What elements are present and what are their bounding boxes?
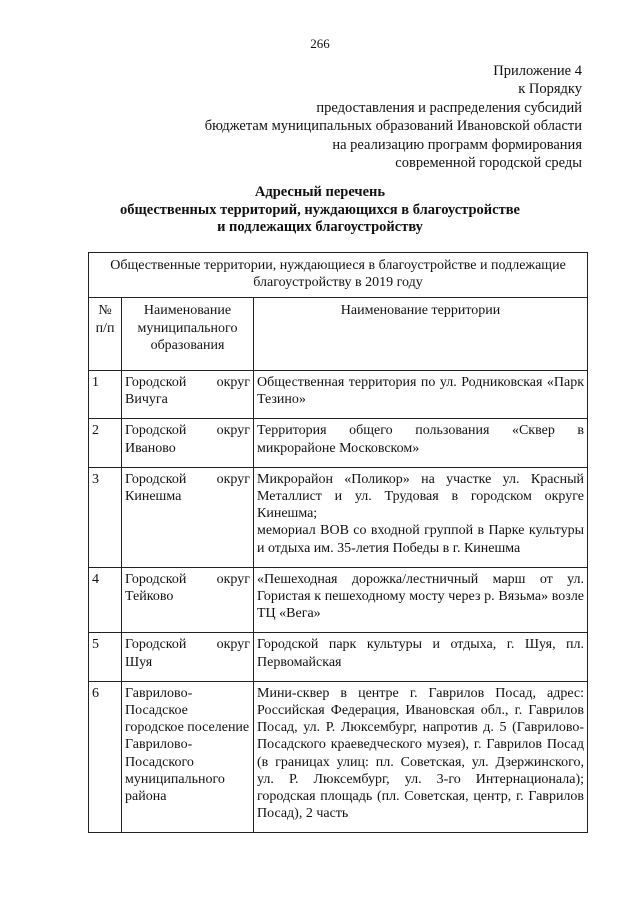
table-header-row xyxy=(89,298,588,371)
row-municipality: Городской округ Иваново xyxy=(122,419,254,467)
territory-text: Территория общего пользования «Сквер в микрорайоне Московском» xyxy=(257,423,585,456)
header-num: № п/п xyxy=(89,298,122,371)
row-num: 3 xyxy=(89,467,122,567)
row-num: 2 xyxy=(89,419,122,467)
table-row xyxy=(89,371,588,419)
row-municipality: Городской округ Вичуга xyxy=(122,371,254,419)
document-title xyxy=(0,184,640,237)
title-line: Адресный перечень xyxy=(254,184,386,200)
territory-table xyxy=(88,252,588,833)
territory-text: мемориал ВОВ со входной группой в Парке культуры и отдыха им. 35-летия Победы в г. Кинешма xyxy=(257,523,585,556)
territory-text: Общественная территория по ул. Родниковская «Парк Тезино» xyxy=(257,375,585,408)
table-caption-row xyxy=(89,253,588,298)
appendix-line: современной городской среды xyxy=(395,155,582,172)
row-num: 4 xyxy=(89,567,122,633)
table-row xyxy=(89,419,588,467)
row-territory xyxy=(254,633,588,681)
page-number: 266 xyxy=(310,36,330,51)
appendix-header xyxy=(205,62,582,172)
row-municipality: Городской округ Кинешма xyxy=(122,467,254,567)
header-municipality: Наименование муниципального образования xyxy=(122,298,254,371)
territory-text: «Пешеходная дорожка/лестничный марш от ул. Гористая к пешеходному мосту через р. Вязьма» возле ТЦ «Вега» xyxy=(257,571,585,622)
appendix-line: на реализацию программ формирования xyxy=(332,136,582,153)
territory-text: Городской парк культуры и отдыха, г. Шуя, пл. Первомайская xyxy=(257,637,585,670)
row-num: 6 xyxy=(89,681,122,833)
appendix-line: предоставления и распределения субсидий xyxy=(316,99,582,116)
row-territory xyxy=(254,419,588,467)
appendix-line: бюджетам муниципальных образований Ивановской области xyxy=(204,118,582,135)
table-row xyxy=(89,681,588,833)
title-line: общественных территорий, нуждающихся в благоустройстве xyxy=(120,201,520,218)
table-row xyxy=(89,567,588,633)
row-territory xyxy=(254,371,588,419)
row-municipality: Городской округ Тейково xyxy=(122,567,254,633)
header-territory: Наименование территории xyxy=(254,298,588,371)
row-territory xyxy=(254,467,588,567)
row-num: 1 xyxy=(89,371,122,419)
row-municipality: Городской округ Шуя xyxy=(122,633,254,681)
territory-text: Мини-сквер в центре г. Гаврилов Посад, адрес: Российская Федерация, Ивановская обл., г. Гаврилов Посад, ул. Р. Люксембург, напротив д. 5 (Гаврилово-Посадского краеведческого музея), г. Гаврилов Посад (в границах улиц: пл. Советская, ул. Дзержинского, ул. Р. Люксембург, ул. 3-го Интернационала); городская площадь (пл. Советская, центр, г. Гаврилов Посад), 2 часть xyxy=(257,685,585,822)
appendix-line: к Порядку xyxy=(518,81,582,98)
appendix-line: Приложение 4 xyxy=(493,63,582,79)
table-row xyxy=(89,633,588,681)
row-territory xyxy=(254,567,588,633)
row-territory xyxy=(254,681,588,833)
table-caption: Общественные территории, нуждающиеся в благоустройстве и подлежащие благоустройству в 2019 году xyxy=(89,253,588,298)
territory-text: Микрорайон «Поликор» на участке ул. Красный Металлист и ул. Трудовая в городском округе Кинешма; xyxy=(257,471,585,522)
title-line: и подлежащих благоустройству xyxy=(217,219,423,235)
table-row xyxy=(89,467,588,567)
row-municipality: Гаврилово-Посадское городское поселение Гаврилово-Посадского муниципального района xyxy=(122,681,254,833)
row-num: 5 xyxy=(89,633,122,681)
